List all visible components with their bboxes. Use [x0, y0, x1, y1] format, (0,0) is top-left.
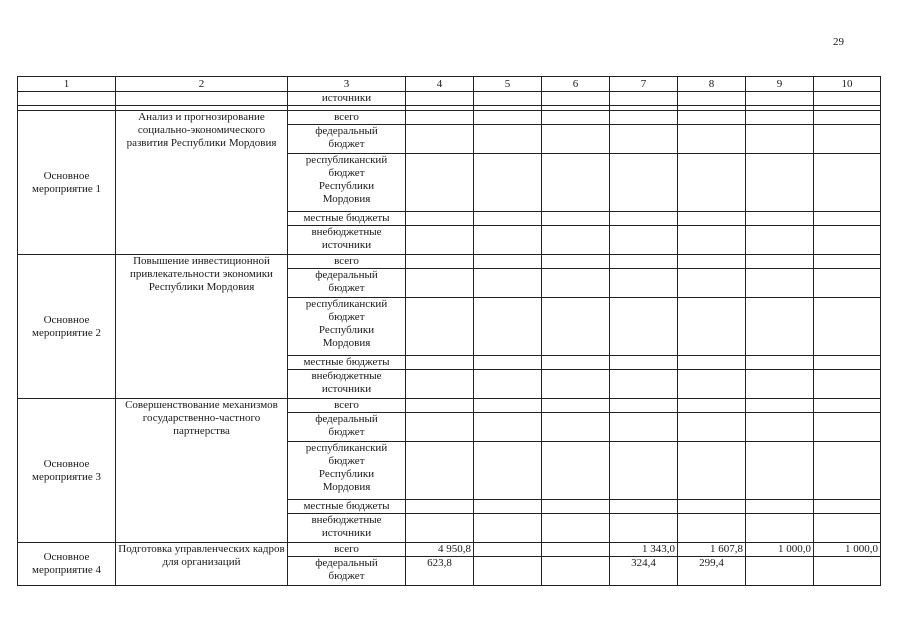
source-extra: внебюджетные источники: [288, 370, 406, 399]
source-republic: республиканский бюджет Республики Мордовия: [288, 442, 406, 500]
table-row: [18, 255, 881, 269]
page-number: 29: [833, 36, 844, 48]
m4-total-col8: 1 607,8: [678, 543, 746, 557]
source-local: местные бюджеты: [288, 212, 406, 226]
source-total: всего: [288, 399, 406, 413]
header-col-5: 5: [474, 77, 542, 92]
source-federal: федеральный бюджет: [288, 269, 406, 298]
measure-4-title: Подготовка управленческих кадров для организаций: [116, 543, 288, 586]
measure-2-label: Основное мероприятие 2: [18, 255, 116, 399]
source-federal: федеральный бюджет: [288, 413, 406, 442]
source-total: всего: [288, 111, 406, 125]
header-col-7: 7: [610, 77, 678, 92]
table-row: [18, 111, 881, 125]
source-federal: федеральный бюджет: [288, 125, 406, 154]
carry-over-text: источники: [288, 92, 406, 106]
header-col-8: 8: [678, 77, 746, 92]
source-local: местные бюджеты: [288, 356, 406, 370]
source-local: местные бюджеты: [288, 500, 406, 514]
header-col-10: 10: [814, 77, 881, 92]
m4-federal-col4: 623,8: [406, 557, 474, 586]
header-col-2: 2: [116, 77, 288, 92]
header-row: [18, 77, 881, 92]
source-extra: внебюджетные источники: [288, 226, 406, 255]
source-extra: внебюджетные источники: [288, 514, 406, 543]
source-republic: республиканский бюджет Республики Мордовия: [288, 154, 406, 212]
m4-federal-col8: 299,4: [678, 557, 746, 586]
header-col-1: 1: [18, 77, 116, 92]
source-federal: федеральный бюджет: [288, 557, 406, 586]
header-col-9: 9: [746, 77, 814, 92]
header-col-3: 3: [288, 77, 406, 92]
m4-total-col10: 1 000,0: [814, 543, 881, 557]
m4-total-col7: 1 343,0: [610, 543, 678, 557]
header-col-6: 6: [542, 77, 610, 92]
m4-total-col4: 4 950,8: [406, 543, 474, 557]
m4-federal-col7: 324,4: [610, 557, 678, 586]
budget-table: [17, 76, 881, 586]
carry-over-row: [18, 92, 881, 106]
measure-1-label: Основное мероприятие 1: [18, 111, 116, 255]
source-republic: республиканский бюджет Республики Мордовия: [288, 298, 406, 356]
source-total: всего: [288, 543, 406, 557]
measure-2-title: Повышение инвестиционной привлекательности экономики Республики Мордовия: [116, 255, 288, 399]
measure-3-label: Основное мероприятие 3: [18, 399, 116, 543]
table-row: [18, 399, 881, 413]
measure-3-title: Совершенствование механизмов государственно-частного партнерства: [116, 399, 288, 543]
m4-total-col9: 1 000,0: [746, 543, 814, 557]
measure-1-title: Анализ и прогнозирование социально-экономического развития Республики Мордовия: [116, 111, 288, 255]
source-total: всего: [288, 255, 406, 269]
header-col-4: 4: [406, 77, 474, 92]
measure-4-label: Основное мероприятие 4: [18, 543, 116, 586]
table-row: [18, 543, 881, 557]
